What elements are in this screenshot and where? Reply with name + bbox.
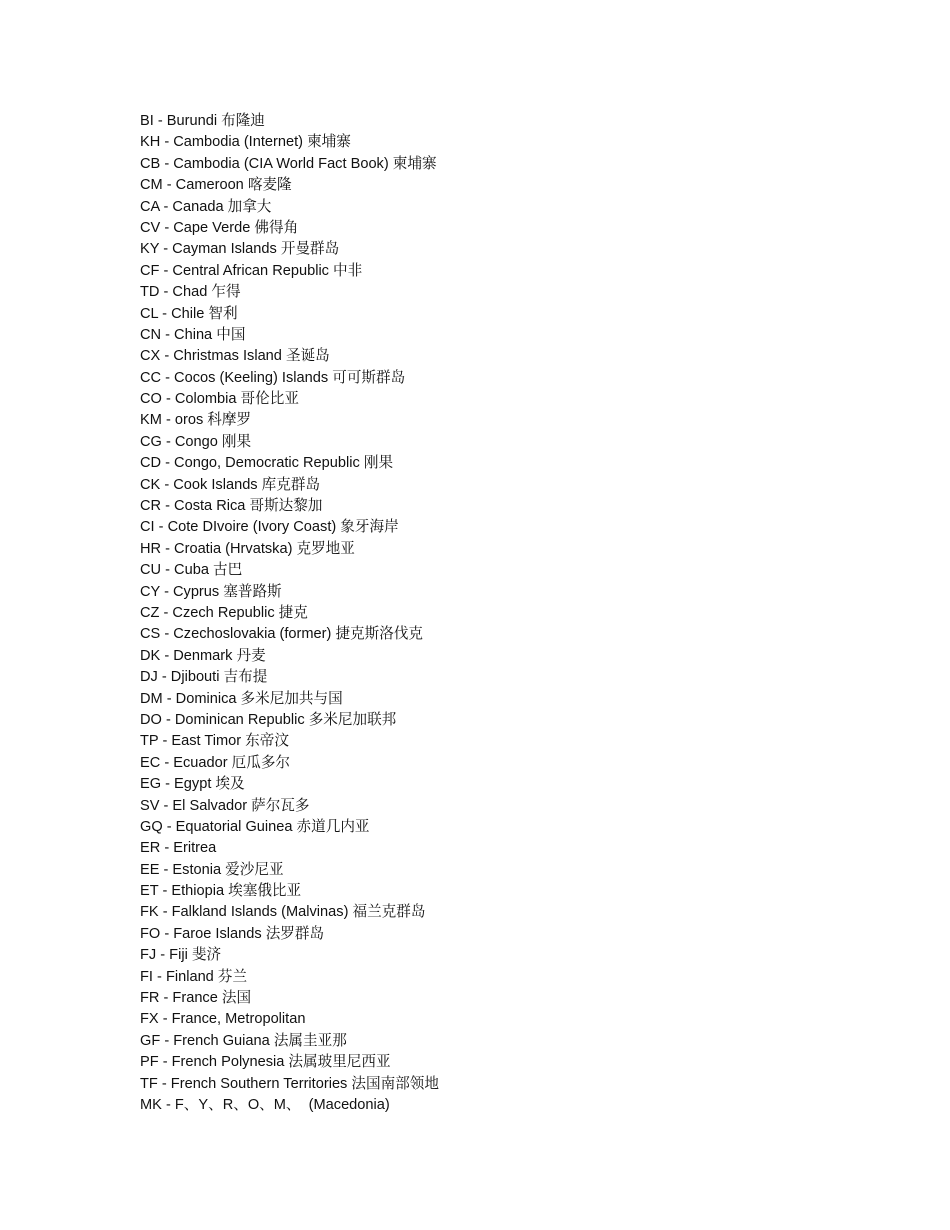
list-item: CO - Colombia 哥伦比亚 (140, 391, 299, 408)
list-item: FK - Falkland Islands (Malvinas) 福兰克群岛 (140, 904, 426, 921)
list-item: SV - El Salvador 萨尔瓦多 (140, 797, 310, 814)
list-item: MK - F、Y、R、O、M、 (Macedonia) (140, 1096, 390, 1113)
list-item: CR - Costa Rica 哥斯达黎加 (140, 498, 323, 515)
list-item: EE - Estonia 爱沙尼亚 (140, 861, 284, 878)
list-item: FX - France, Metropolitan (140, 1011, 306, 1028)
list-item: DO - Dominican Republic 多米尼加联邦 (140, 711, 397, 728)
list-item: CS - Czechoslovakia (former) 捷克斯洛伐克 (140, 626, 424, 643)
list-item: CY - Cyprus 塞普路斯 (140, 583, 282, 600)
list-item: CU - Cuba 古巴 (140, 562, 243, 579)
country-code-list (140, 111, 439, 1116)
list-item: FI - Finland 芬兰 (140, 968, 248, 985)
list-item: CV - Cape Verde 佛得角 (140, 219, 299, 236)
list-item: GQ - Equatorial Guinea 赤道几内亚 (140, 818, 370, 835)
list-item: CD - Congo, Democratic Republic 刚果 (140, 455, 394, 472)
list-item: CX - Christmas Island 圣诞岛 (140, 348, 330, 365)
list-item: TD - Chad 乍得 (140, 284, 241, 301)
list-item: CZ - Czech Republic 捷克 (140, 604, 308, 621)
list-item: CL - Chile 智利 (140, 305, 238, 322)
list-item: CB - Cambodia (CIA World Fact Book) 柬埔寨 (140, 155, 437, 172)
list-item: CI - Cote DIvoire (Ivory Coast) 象牙海岸 (140, 519, 399, 536)
list-item: TP - East Timor 东帝汶 (140, 733, 289, 750)
list-item: CC - Cocos (Keeling) Islands 可可斯群岛 (140, 369, 406, 386)
list-item: TF - French Southern Territories 法国南部领地 (140, 1075, 439, 1092)
list-item: EG - Egypt 埃及 (140, 776, 245, 793)
list-item: DJ - Djibouti 吉布提 (140, 669, 268, 686)
list-item: EC - Ecuador 厄瓜多尔 (140, 754, 291, 771)
list-item: KH - Cambodia (Internet) 柬埔寨 (140, 134, 351, 151)
list-item: FJ - Fiji 斐济 (140, 947, 222, 964)
list-item: FO - Faroe Islands 法罗群岛 (140, 925, 325, 942)
list-item: FR - France 法国 (140, 990, 252, 1007)
list-item: KY - Cayman Islands 开曼群岛 (140, 241, 340, 258)
list-item: CK - Cook Islands 库克群岛 (140, 476, 321, 493)
list-item: ET - Ethiopia 埃塞俄比亚 (140, 883, 302, 900)
list-item: CN - China 中国 (140, 326, 246, 343)
list-item: PF - French Polynesia 法属玻里尼西亚 (140, 1054, 391, 1071)
list-item: KM - oros 科摩罗 (140, 412, 252, 429)
list-item: CG - Congo 刚果 (140, 433, 252, 450)
list-item: GF - French Guiana 法属圭亚那 (140, 1032, 347, 1049)
list-item: CM - Cameroon 喀麦隆 (140, 177, 292, 194)
list-item: BI - Burundi 布隆迪 (140, 113, 265, 129)
list-item: CF - Central African Republic 中非 (140, 262, 363, 279)
list-item: CA - Canada 加拿大 (140, 198, 272, 215)
list-item: DK - Denmark 丹麦 (140, 647, 266, 664)
list-item: DM - Dominica 多米尼加共与国 (140, 690, 343, 707)
list-item: HR - Croatia (Hrvatska) 克罗地亚 (140, 540, 355, 557)
list-item: ER - Eritrea (140, 840, 217, 857)
